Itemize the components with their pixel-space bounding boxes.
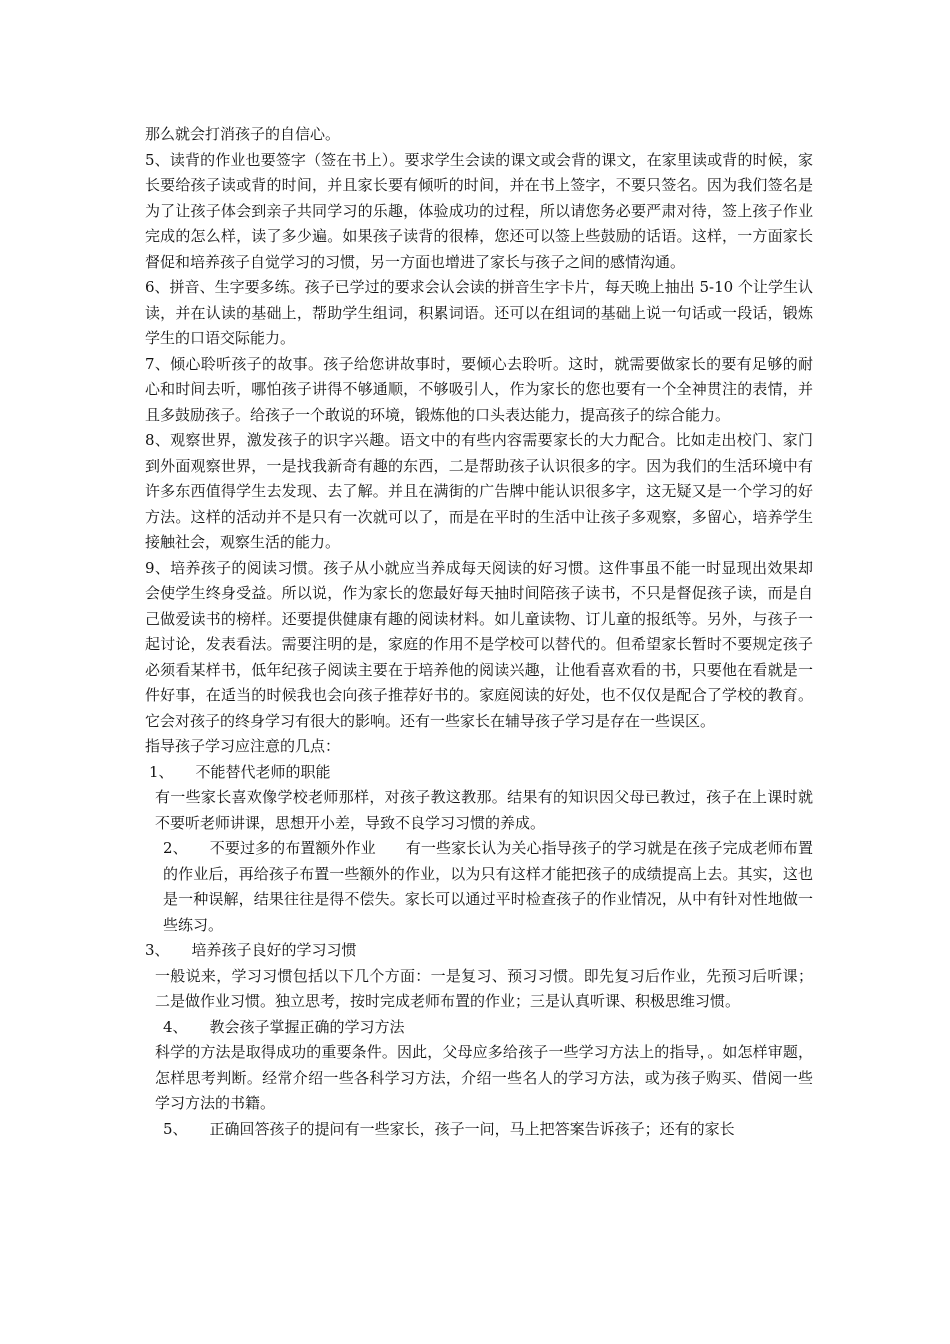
point-3-body: 一般说来，学习习惯包括以下几个方面：一是复习、预习习惯。即先复习后作业，先预习后听课；二是做作业习惯。独立思考，按时完成老师布置的作业；三是认真听课、积极思维习惯。 xyxy=(155,966,813,1010)
point-2 xyxy=(145,836,813,938)
point-number: 1、 xyxy=(149,762,174,781)
point-1-body: 有一些家长喜欢像学校老师那样，对孩子教这教那。结果有的知识因父母已教过，孩子在上课时就不要听老师讲课，思想开小差，导致不良学习习惯的养成。 xyxy=(155,788,813,832)
paragraph-item-7: 7、倾心聆听孩子的故事。孩子给您讲故事时，要倾心去聆听。这时，就需要做家长的要有足够的耐心和时间去听，哪怕孩子讲得不够通顺，不够吸引人，作为家长的您也要有一个全神贯注的表情，并且多鼓励孩子。给孩子一个敢说的环境，锻炼他的口头表达能力，提高孩子的综合能力。 xyxy=(145,354,813,424)
paragraph-item-5: 5、读背的作业也要签字（签在书上）。要求学生会读的课文或会背的课文，在家里读或背的时候，家长要给孩子读或背的时间，并且家长要有倾听的时间，并在书上签字，不要只签名。因为我们签名是为了让孩子体会到亲子共同学习的乐趣，体验成功的过程，所以请您务必要严肃对待，签上孩子作业完成的怎么样，读了多少遍。如果孩子读背的很棒，您还可以签上些鼓励的话语。这样，一方面家长督促和培养孩子自觉学习的习惯，另一方面也增进了家长与孩子之间的感情沟通。 xyxy=(145,150,813,271)
point-body: 有一些家长认为关心指导孩子的学习就是在孩子完成老师布置的作业后，再给孩子布置一些额外的作业，以为只有这样才能把孩子的成绩提高上去。其实，这也是一种误解，结果往往是得不偿失。家长可以通过平时检查孩子的作业情况，从中有针对性地做一些练习。 xyxy=(163,839,813,934)
point-title: 不能替代老师的职能 xyxy=(195,762,331,781)
point-1-heading xyxy=(145,760,813,786)
point-4-body: 科学的方法是取得成功的重要条件。因此，父母应多给孩子一些学习方法上的指导，。如怎样审题，怎样思考判断。经常介绍一些各科学习方法，介绍一些名人的学习方法，或为孩子购买、借阅一些学习方法的书籍。 xyxy=(155,1043,813,1112)
point-body: 有一些家长，孩子一问，马上把答案告诉孩子；还有的家长 xyxy=(344,1119,735,1138)
point-title: 教会孩子掌握正确的学习方法 xyxy=(209,1017,405,1036)
point-4-heading xyxy=(145,1015,813,1041)
paragraph: 那么就会打消孩子的自信心。 xyxy=(145,125,341,143)
point-5 xyxy=(145,1117,813,1143)
point-title: 不要过多的布置额外作业 xyxy=(209,839,376,857)
point-3-heading xyxy=(145,938,813,964)
point-number: 5、 xyxy=(163,1119,188,1138)
section-heading: 指导孩子学习应注意的几点： xyxy=(145,737,341,755)
point-number: 3、 xyxy=(145,941,170,959)
paragraph-item-8: 8、观察世界，激发孩子的识字兴趣。语文中的有些内容需要家长的大力配合。比如走出校门、家门到外面观察世界，一是找我新奇有趣的东西，二是帮助孩子认识很多的字。因为我们的生活环境中有许多东西值得学生去发现、去了解。并且在满街的广告牌中能认识很多字，这无疑又是一个学习的好方法。这样的活动并不是只有一次就可以了，而是在平时的生活中让孩子多观察，多留心，培养学生接触社会，观察生活的能力。 xyxy=(145,431,813,551)
point-title: 正确回答孩子的提问 xyxy=(209,1119,345,1138)
paragraph-item-9: 9、培养孩子的阅读习惯。孩子从小就应当养成每天阅读的好习惯。这件事虽不能一时显现出效果却会使学生终身受益。所以说，作为家长的您最好每天抽时间陪孩子读书，不只是督促孩子读，而是自己做爱读书的榜样。还要提供健康有趣的阅读材料。如儿童读物、订儿童的报纸等。另外，与孩子一起讨论，发表看法。需要注明的是，家庭的作用不是学校可以替代的。但希望家长暂时不要规定孩子必须看某样书，低年纪孩子阅读主要在于培养他的阅读兴趣，让他看喜欢看的书，只要他在看就是一件好事，在适当的时候我也会向孩子推荐好书的。家庭阅读的好处，也不仅仅是配合了学校的教育。它会对孩子的终身学习有很大的影响。还有一些家长在辅导孩子学习是存在一些误区。 xyxy=(145,558,813,730)
point-title: 培养孩子良好的学习习惯 xyxy=(191,941,357,959)
document-page xyxy=(145,122,813,1142)
paragraph-item-6: 6、拼音、生字要多练。孩子已学过的要求会认会读的拼音生字卡片，每天晚上抽出 5-10 个让学生认读，并在认读的基础上，帮助学生组词，积累词语。还可以在组词的基础上说一句话或一段话，锻炼学生的口语交际能力。 xyxy=(145,278,813,347)
point-number: 4、 xyxy=(163,1017,188,1036)
point-number: 2、 xyxy=(163,839,188,857)
